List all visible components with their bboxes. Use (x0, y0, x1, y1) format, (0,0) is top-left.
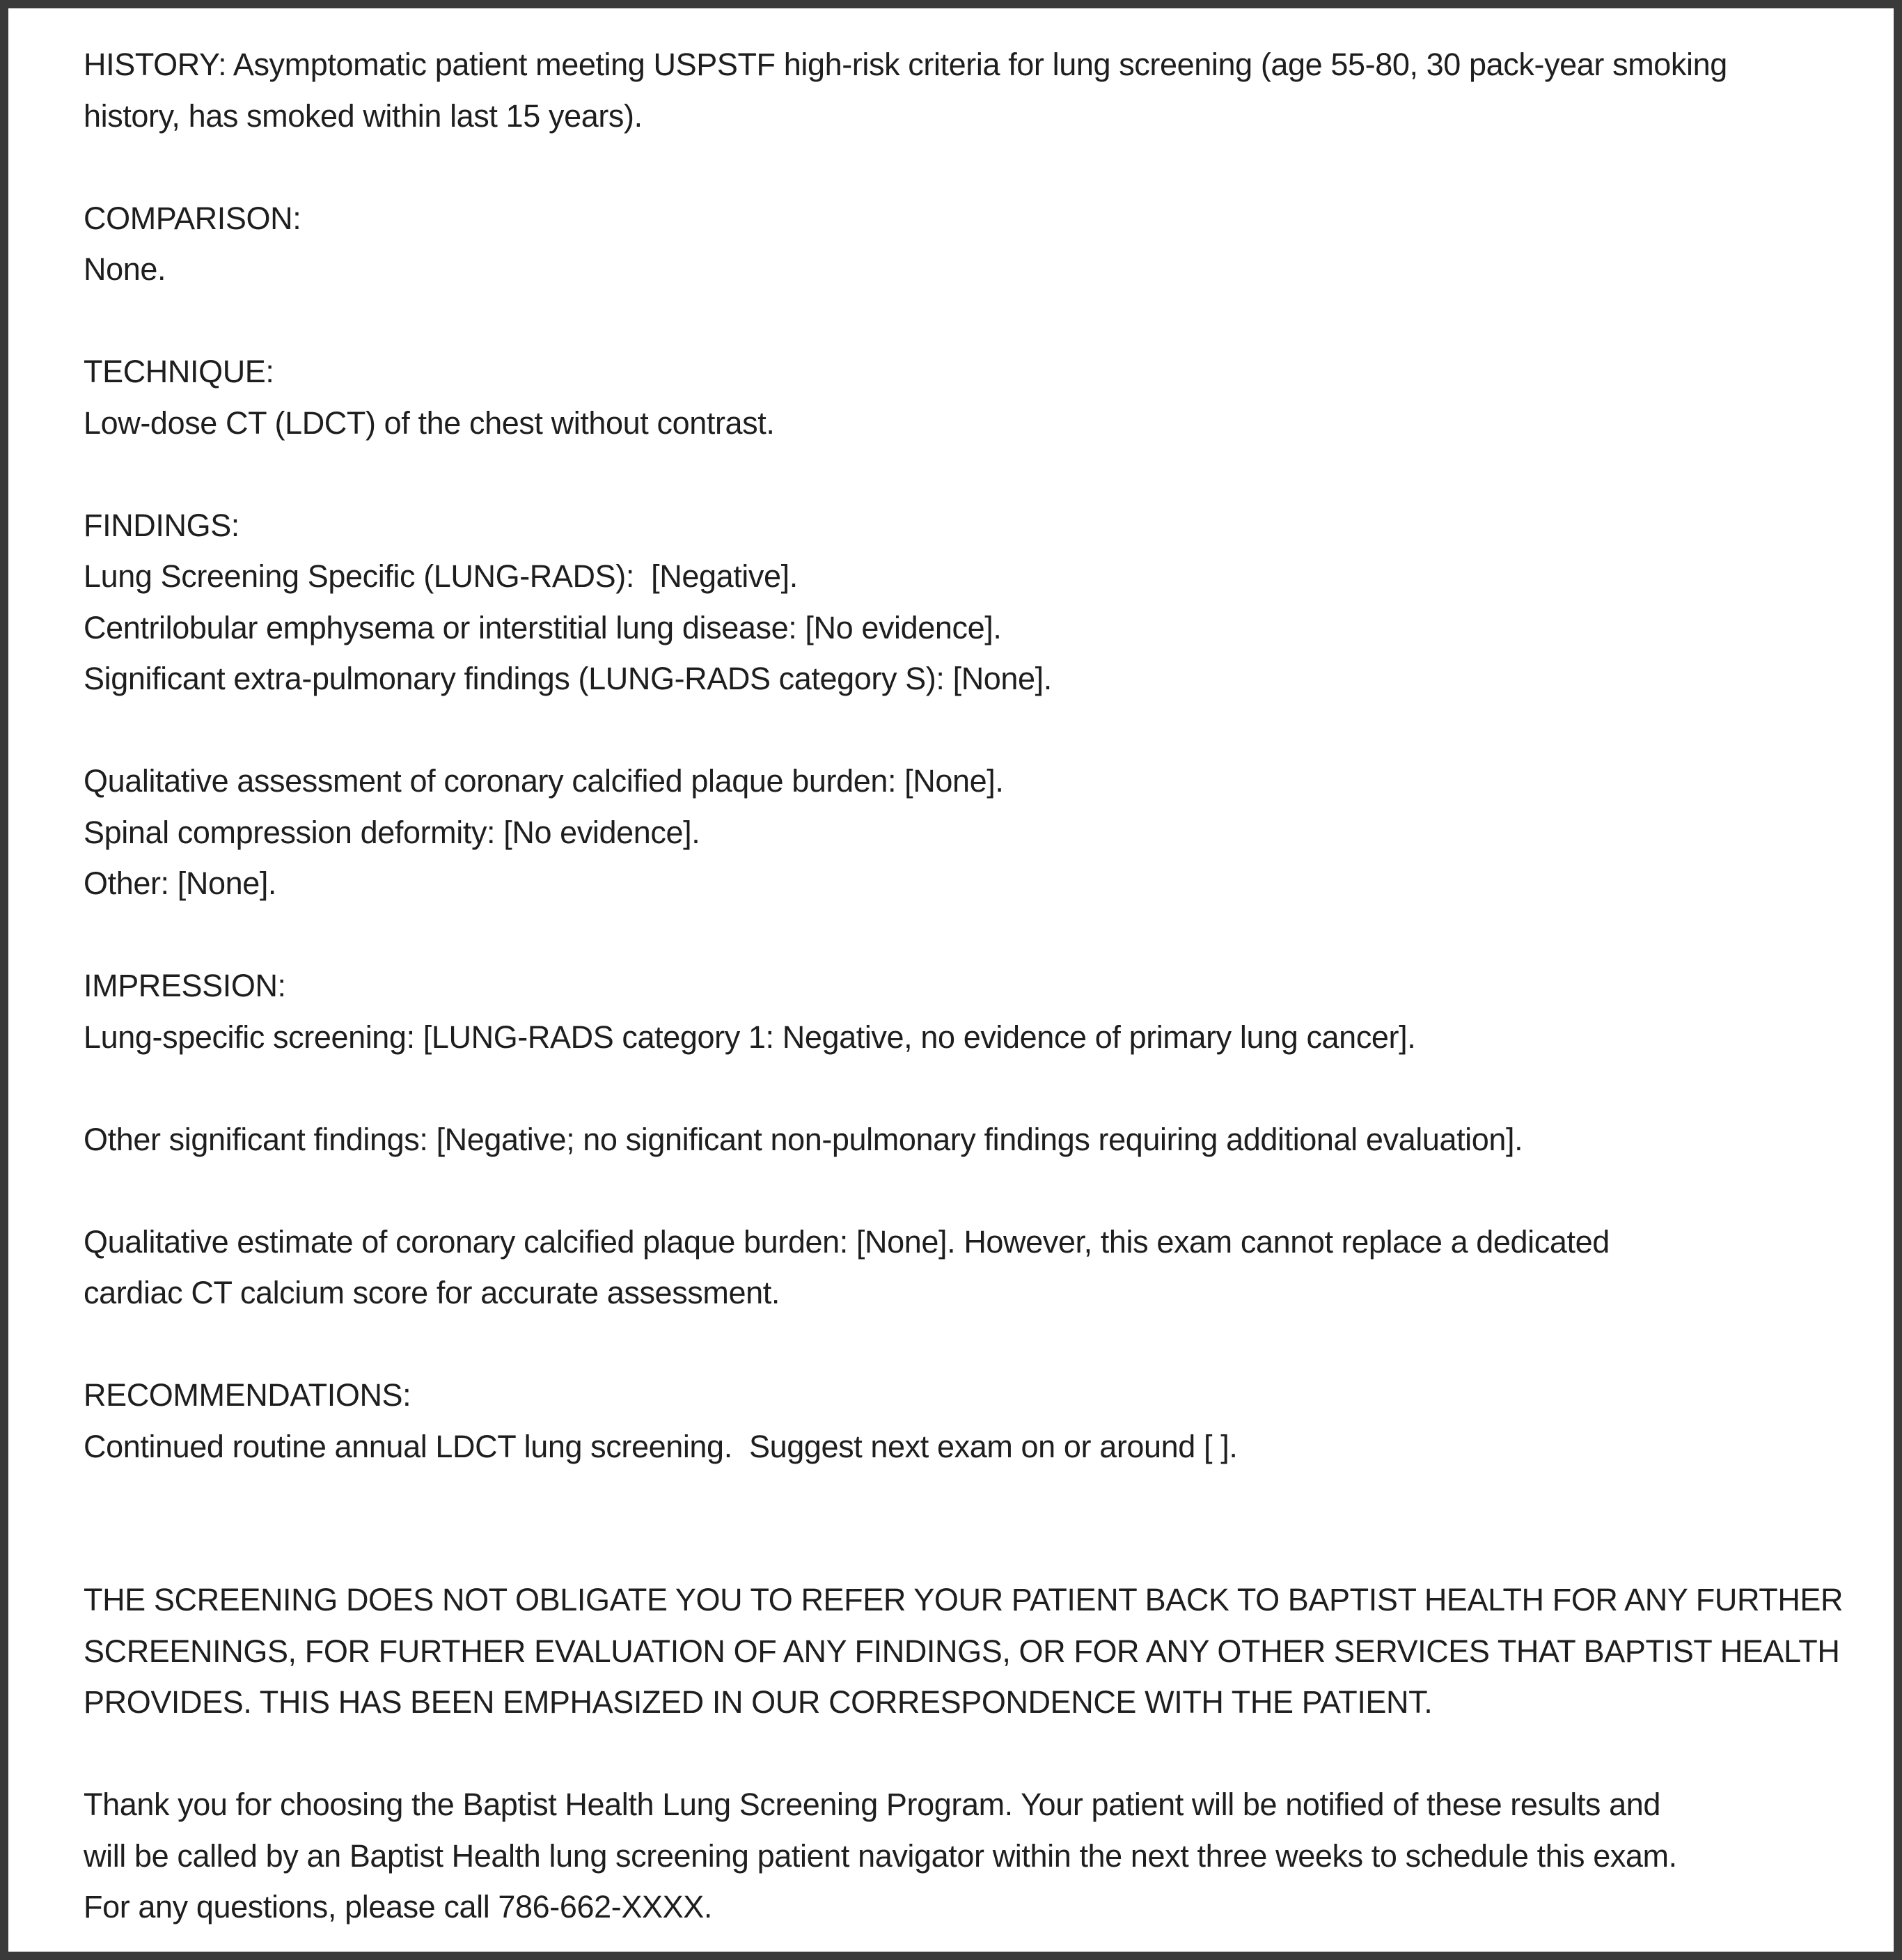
closing-line-1: Thank you for choosing the Baptist Health Lung Screening Program. Your patient will be notified of these results and (84, 1787, 1661, 1822)
spacer (84, 1728, 1880, 1780)
impression-coronary-line-2: cardiac CT calcium score for accurate assessment. (84, 1275, 780, 1310)
finding-other: Other: [None]. (84, 865, 277, 901)
impression-section (84, 960, 1880, 1319)
finding-spinal-deformity: Spinal compression deformity: [No evidence]. (84, 814, 700, 850)
findings-heading: FINDINGS: (84, 507, 239, 543)
comparison-text: None. (84, 251, 166, 287)
history-line-2: history, has smoked within last 15 years). (84, 97, 643, 134)
comparison-section (84, 193, 1880, 295)
finding-emphysema: Centrilobular emphysema or interstitial lung disease: [No evidence]. (84, 609, 1002, 645)
finding-extra-pulmonary: Significant extra-pulmonary findings (LUNG-RADS category S): [None]. (84, 661, 1052, 696)
closing-line-2: will be called by an Baptist Health lung screening patient navigator within the next three weeks to schedule this exam. (84, 1837, 1677, 1874)
history-line-1: HISTORY: Asymptomatic patient meeting USPSTF high-risk criteria for lung screening (age 55-80, 30 pack-year smoking (84, 47, 1727, 82)
spacer (84, 909, 1880, 961)
findings-section (84, 500, 1880, 909)
spacer (84, 141, 1880, 193)
recommendations-section (84, 1370, 1880, 1472)
spacer (84, 705, 1880, 756)
impression-heading: IMPRESSION: (84, 968, 286, 1003)
spacer (84, 1165, 1880, 1216)
closing-line-3: For any questions, please call 786-662-XXXX. (84, 1889, 712, 1924)
disclaimer-section (84, 1574, 1880, 1728)
spacer (84, 1472, 1880, 1574)
finding-lung-rads: Lung Screening Specific (LUNG-RADS): [Negative]. (84, 558, 798, 594)
technique-section (84, 346, 1880, 448)
disclaimer-line-3: PROVIDES. THIS HAS BEEN EMPHASIZED IN OUR CORRESPONDENCE WITH THE PATIENT. (84, 1684, 1433, 1720)
spacer (84, 448, 1880, 500)
history-section (84, 39, 1880, 141)
technique-heading: TECHNIQUE: (84, 354, 274, 389)
spacer (84, 1319, 1880, 1370)
report-body (84, 39, 1880, 1933)
spacer (84, 1063, 1880, 1114)
disclaimer-line-2: SCREENINGS, FOR FURTHER EVALUATION OF ANY FINDINGS, OR FOR ANY OTHER SERVICES THAT BAPTIST HEALTH (84, 1633, 1840, 1669)
impression-other: Other significant findings: [Negative; no significant non-pulmonary findings requiring additional evaluation]. (84, 1121, 1523, 1157)
spacer (84, 295, 1880, 347)
finding-coronary-plaque: Qualitative assessment of coronary calcified plaque burden: [None]. (84, 763, 1004, 799)
impression-lung: Lung-specific screening: [LUNG-RADS category 1: Negative, no evidence of primary lung cancer]. (84, 1019, 1416, 1055)
comparison-heading: COMPARISON: (84, 200, 301, 236)
impression-coronary-line-1: Qualitative estimate of coronary calcified plaque burden: [None]. However, this exam cannot replace a dedicated (84, 1223, 1610, 1260)
closing-section (84, 1779, 1880, 1933)
disclaimer-line-1: THE SCREENING DOES NOT OBLIGATE YOU TO REFER YOUR PATIENT BACK TO BAPTIST HEALTH FOR ANY FURTHER (84, 1582, 1844, 1617)
recommendations-text: Continued routine annual LDCT lung screening. Suggest next exam on or around [ ]. (84, 1428, 1238, 1464)
technique-text: Low-dose CT (LDCT) of the chest without contrast. (84, 405, 775, 441)
recommendations-heading: RECOMMENDATIONS: (84, 1377, 411, 1413)
